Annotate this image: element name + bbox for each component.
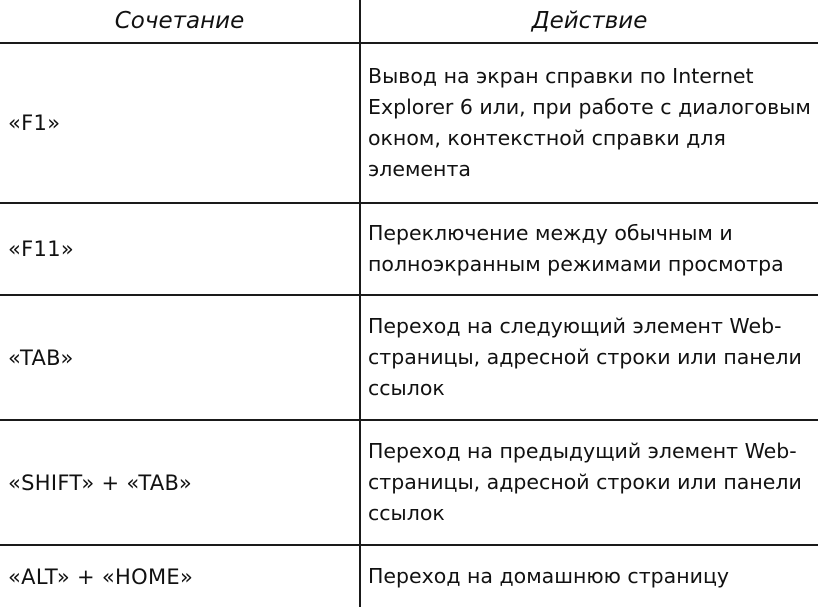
- shortcut-combination: «F1»: [0, 43, 360, 203]
- shortcut-combination: «ALT» + «HOME»: [0, 545, 360, 607]
- table-body: [0, 43, 818, 607]
- header-combination: Сочетание: [0, 0, 360, 43]
- header-row: [0, 0, 818, 43]
- table-row: [0, 203, 818, 295]
- table-row: [0, 295, 818, 420]
- shortcut-combination: «F11»: [0, 203, 360, 295]
- table-row: [0, 545, 818, 607]
- header-action: Действие: [360, 0, 818, 43]
- table-header: [0, 0, 818, 43]
- shortcut-action: Переход на предыдущий элемент Web-страницы, адресной строки или панели ссылок: [360, 420, 818, 545]
- shortcut-action: Переход на следующий элемент Web-страницы, адресной строки или панели ссылок: [360, 295, 818, 420]
- shortcut-action: Вывод на экран справки по Internet Explorer 6 или, при работе с диалоговым окном, контекстной справки для элемента: [360, 43, 818, 203]
- shortcut-action: Переход на домашнюю страницу: [360, 545, 818, 607]
- shortcut-combination: «TAB»: [0, 295, 360, 420]
- shortcut-combination: «SHIFT» + «TAB»: [0, 420, 360, 545]
- table-row: [0, 43, 818, 203]
- table-row: [0, 420, 818, 545]
- shortcut-action: Переключение между обычным и полноэкранным режимами просмотра: [360, 203, 818, 295]
